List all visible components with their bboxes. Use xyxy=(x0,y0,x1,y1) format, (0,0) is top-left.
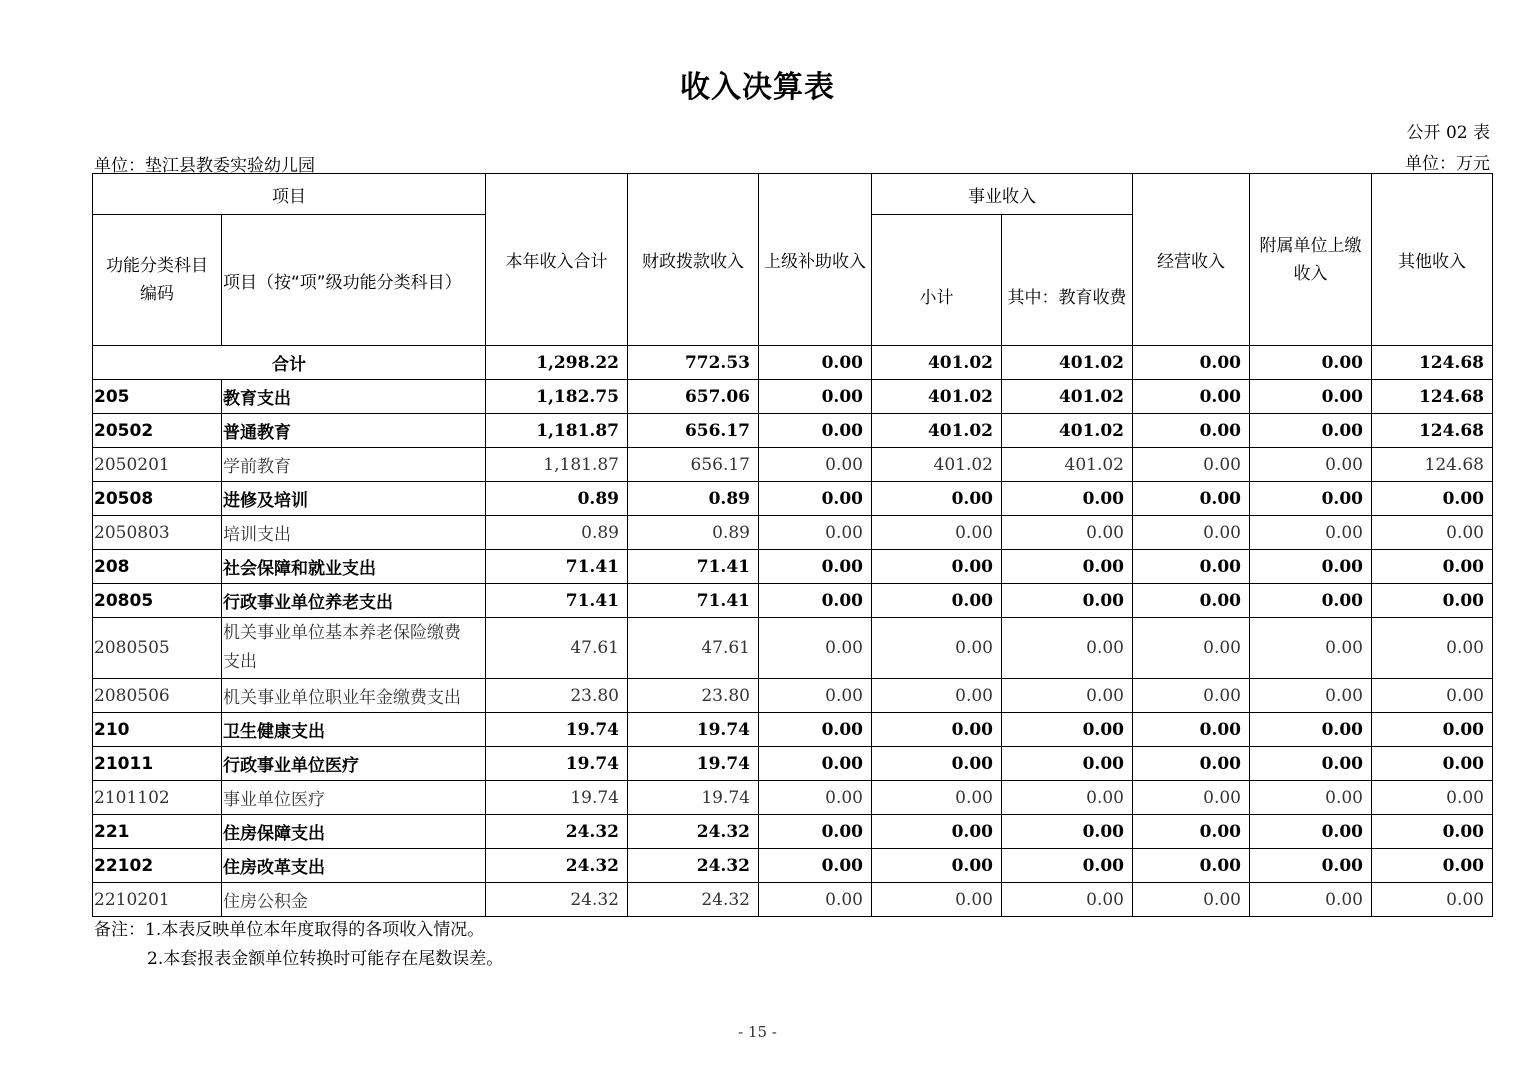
row-value: 0.00 xyxy=(1133,414,1250,448)
row-value: 0.00 xyxy=(872,849,1002,883)
row-name: 进修及培训 xyxy=(222,482,486,516)
row-code: 2080506 xyxy=(93,679,222,713)
row-value: 0.00 xyxy=(1002,781,1133,815)
row-value: 19.74 xyxy=(486,781,628,815)
row-code: 2050803 xyxy=(93,516,222,550)
row-value: 401.02 xyxy=(1002,414,1133,448)
row-value: 0.00 xyxy=(1372,883,1493,917)
row-value: 0.89 xyxy=(486,516,628,550)
row-value: 401.02 xyxy=(872,380,1002,414)
header-edu-fee: 其中：教育收费 xyxy=(1002,215,1133,346)
row-value: 19.74 xyxy=(628,713,759,747)
row-name: 住房保障支出 xyxy=(222,815,486,849)
row-value: 71.41 xyxy=(486,550,628,584)
row-value: 71.41 xyxy=(628,584,759,618)
row-value: 0.00 xyxy=(1250,516,1372,550)
row-value: 401.02 xyxy=(1002,448,1133,482)
row-name: 行政事业单位养老支出 xyxy=(222,584,486,618)
row-value: 401.02 xyxy=(872,448,1002,482)
row-value: 71.41 xyxy=(486,584,628,618)
total-label: 合计 xyxy=(93,346,486,380)
row-name: 行政事业单位医疗 xyxy=(222,747,486,781)
row-value: 656.17 xyxy=(628,414,759,448)
table-row xyxy=(93,584,1493,618)
row-value: 1,182.75 xyxy=(486,380,628,414)
row-code: 210 xyxy=(93,713,222,747)
row-value: 0.00 xyxy=(759,713,872,747)
row-value: 24.32 xyxy=(628,883,759,917)
table-row xyxy=(93,448,1493,482)
row-value: 0.00 xyxy=(872,713,1002,747)
currency-unit: 单位：万元 xyxy=(1405,154,1490,174)
table-row xyxy=(93,747,1493,781)
row-value: 19.74 xyxy=(628,747,759,781)
row-value: 0.00 xyxy=(1133,883,1250,917)
row-value: 0.00 xyxy=(759,781,872,815)
row-code: 22102 xyxy=(93,849,222,883)
row-code: 20508 xyxy=(93,482,222,516)
row-value: 0.00 xyxy=(1250,815,1372,849)
header-name: 项目（按“项”级功能分类科目） xyxy=(222,215,486,346)
row-value: 0.00 xyxy=(1002,516,1133,550)
row-value: 0.00 xyxy=(1133,550,1250,584)
row-code: 2101102 xyxy=(93,781,222,815)
row-value: 0.00 xyxy=(1372,713,1493,747)
row-value: 24.32 xyxy=(486,849,628,883)
table-row xyxy=(93,781,1493,815)
row-name: 普通教育 xyxy=(222,414,486,448)
row-value: 0.00 xyxy=(1250,482,1372,516)
header-code: 功能分类科目编码 xyxy=(93,215,222,346)
row-value: 124.68 xyxy=(1372,380,1493,414)
total-cell: 1,298.22 xyxy=(486,346,628,380)
row-value: 0.00 xyxy=(872,815,1002,849)
income-table xyxy=(92,173,1493,917)
row-code: 20502 xyxy=(93,414,222,448)
table-row xyxy=(93,380,1493,414)
row-value: 0.00 xyxy=(1002,618,1133,679)
header-total: 本年收入合计 xyxy=(486,174,628,346)
row-value: 24.32 xyxy=(628,815,759,849)
row-value: 0.00 xyxy=(872,618,1002,679)
row-value: 0.89 xyxy=(628,516,759,550)
table-row xyxy=(93,482,1493,516)
row-value: 47.61 xyxy=(628,618,759,679)
row-value: 19.74 xyxy=(486,713,628,747)
row-value: 0.00 xyxy=(1250,448,1372,482)
row-value: 1,181.87 xyxy=(486,448,628,482)
header-other: 其他收入 xyxy=(1372,174,1493,346)
row-value: 0.00 xyxy=(1133,849,1250,883)
note-line-2: 2.本套报表金额单位转换时可能存在尾数误差。 xyxy=(147,949,504,969)
row-value: 0.00 xyxy=(1133,713,1250,747)
header-superior: 上级补助收入 xyxy=(759,174,872,346)
row-code: 205 xyxy=(93,380,222,414)
row-value: 0.00 xyxy=(759,516,872,550)
row-value: 0.00 xyxy=(1002,482,1133,516)
row-code: 20805 xyxy=(93,584,222,618)
row-value: 0.00 xyxy=(1133,781,1250,815)
row-value: 24.32 xyxy=(486,883,628,917)
row-value: 0.00 xyxy=(1372,516,1493,550)
row-value: 0.00 xyxy=(1250,679,1372,713)
page-number: - 15 - xyxy=(738,1023,777,1041)
row-value: 0.00 xyxy=(1250,883,1372,917)
total-cell: 0.00 xyxy=(1133,346,1250,380)
row-value: 0.00 xyxy=(759,448,872,482)
row-value: 124.68 xyxy=(1372,448,1493,482)
row-code: 21011 xyxy=(93,747,222,781)
total-cell: 401.02 xyxy=(1002,346,1133,380)
row-value: 24.32 xyxy=(628,849,759,883)
row-value: 0.00 xyxy=(1372,550,1493,584)
row-value: 0.00 xyxy=(1250,550,1372,584)
row-value: 0.00 xyxy=(759,679,872,713)
row-value: 0.00 xyxy=(872,550,1002,584)
row-value: 0.00 xyxy=(872,516,1002,550)
header-project: 项目 xyxy=(93,174,486,215)
table-row xyxy=(93,618,1493,679)
row-value: 401.02 xyxy=(1002,380,1133,414)
row-value: 401.02 xyxy=(872,414,1002,448)
table-row xyxy=(93,414,1493,448)
header-subtotal: 小计 xyxy=(872,215,1002,346)
table-row xyxy=(93,550,1493,584)
row-value: 0.00 xyxy=(872,781,1002,815)
row-value: 0.00 xyxy=(1372,482,1493,516)
row-value: 0.00 xyxy=(1002,584,1133,618)
row-value: 0.00 xyxy=(759,747,872,781)
form-number: 公开 02 表 xyxy=(1406,123,1490,143)
row-value: 0.00 xyxy=(759,482,872,516)
row-value: 124.68 xyxy=(1372,414,1493,448)
row-value: 0.00 xyxy=(1372,747,1493,781)
row-name: 机关事业单位基本养老保险缴费支出 xyxy=(222,618,486,679)
table-row xyxy=(93,516,1493,550)
total-cell: 0.00 xyxy=(759,346,872,380)
row-value: 0.00 xyxy=(1250,713,1372,747)
table-row xyxy=(93,849,1493,883)
header-affiliated: 附属单位上缴收入 xyxy=(1250,174,1372,346)
row-code: 2080505 xyxy=(93,618,222,679)
row-value: 0.00 xyxy=(1002,883,1133,917)
row-value: 1,181.87 xyxy=(486,414,628,448)
row-value: 0.00 xyxy=(1002,815,1133,849)
row-value: 0.00 xyxy=(1372,679,1493,713)
row-name: 社会保障和就业支出 xyxy=(222,550,486,584)
row-value: 19.74 xyxy=(628,781,759,815)
total-cell: 772.53 xyxy=(628,346,759,380)
row-value: 0.00 xyxy=(1372,584,1493,618)
row-name: 学前教育 xyxy=(222,448,486,482)
row-value: 0.00 xyxy=(1002,679,1133,713)
row-value: 0.00 xyxy=(872,747,1002,781)
row-code: 2210201 xyxy=(93,883,222,917)
row-value: 0.00 xyxy=(872,679,1002,713)
row-value: 0.00 xyxy=(1133,380,1250,414)
row-value: 0.00 xyxy=(1250,414,1372,448)
table-row xyxy=(93,815,1493,849)
row-value: 0.00 xyxy=(1250,849,1372,883)
row-value: 0.00 xyxy=(759,618,872,679)
row-value: 71.41 xyxy=(628,550,759,584)
row-value: 0.00 xyxy=(1002,713,1133,747)
row-value: 656.17 xyxy=(628,448,759,482)
row-name: 卫生健康支出 xyxy=(222,713,486,747)
row-code: 208 xyxy=(93,550,222,584)
row-name: 机关事业单位职业年金缴费支出 xyxy=(222,679,486,713)
row-value: 0.00 xyxy=(1133,448,1250,482)
page-title: 收入决算表 xyxy=(680,70,835,105)
row-value: 0.00 xyxy=(759,550,872,584)
table-row xyxy=(93,713,1493,747)
row-value: 24.32 xyxy=(486,815,628,849)
reporting-unit: 单位：垫江县教委实验幼儿园 xyxy=(94,156,315,176)
row-value: 47.61 xyxy=(486,618,628,679)
row-value: 0.00 xyxy=(1250,618,1372,679)
header-fiscal: 财政拨款收入 xyxy=(628,174,759,346)
row-value: 0.00 xyxy=(1133,747,1250,781)
row-value: 0.00 xyxy=(759,815,872,849)
row-value: 23.80 xyxy=(486,679,628,713)
table-row xyxy=(93,883,1493,917)
row-value: 0.00 xyxy=(1372,781,1493,815)
row-code: 2050201 xyxy=(93,448,222,482)
row-value: 0.00 xyxy=(1002,849,1133,883)
row-value: 0.00 xyxy=(872,584,1002,618)
header-operating: 经营收入 xyxy=(1133,174,1250,346)
row-value: 0.00 xyxy=(1133,618,1250,679)
row-value: 0.00 xyxy=(1133,815,1250,849)
row-value: 0.00 xyxy=(1372,618,1493,679)
row-value: 0.00 xyxy=(759,849,872,883)
row-value: 0.00 xyxy=(759,414,872,448)
row-value: 0.00 xyxy=(1002,550,1133,584)
total-cell: 124.68 xyxy=(1372,346,1493,380)
row-name: 教育支出 xyxy=(222,380,486,414)
row-value: 657.06 xyxy=(628,380,759,414)
row-value: 0.00 xyxy=(1002,747,1133,781)
row-value: 19.74 xyxy=(486,747,628,781)
row-value: 0.00 xyxy=(759,584,872,618)
row-code: 221 xyxy=(93,815,222,849)
row-value: 0.00 xyxy=(872,482,1002,516)
row-value: 23.80 xyxy=(628,679,759,713)
row-value: 0.89 xyxy=(628,482,759,516)
row-value: 0.00 xyxy=(872,883,1002,917)
header-business-group: 事业收入 xyxy=(872,174,1133,215)
row-value: 0.00 xyxy=(1133,679,1250,713)
row-value: 0.00 xyxy=(759,883,872,917)
row-value: 0.00 xyxy=(1133,584,1250,618)
total-cell: 0.00 xyxy=(1250,346,1372,380)
row-value: 0.00 xyxy=(759,380,872,414)
row-value: 0.00 xyxy=(1250,584,1372,618)
row-value: 0.00 xyxy=(1133,482,1250,516)
row-name: 培训支出 xyxy=(222,516,486,550)
table-row xyxy=(93,679,1493,713)
total-cell: 401.02 xyxy=(872,346,1002,380)
row-value: 0.00 xyxy=(1133,516,1250,550)
row-value: 0.00 xyxy=(1372,815,1493,849)
row-value: 0.89 xyxy=(486,482,628,516)
row-value: 0.00 xyxy=(1372,849,1493,883)
row-value: 0.00 xyxy=(1250,747,1372,781)
row-value: 0.00 xyxy=(1250,781,1372,815)
note-line-1: 备注：1.本表反映单位本年度取得的各项收入情况。 xyxy=(94,920,485,940)
row-name: 住房公积金 xyxy=(222,883,486,917)
row-name: 住房改革支出 xyxy=(222,849,486,883)
total-row xyxy=(93,346,1493,380)
row-value: 0.00 xyxy=(1250,380,1372,414)
row-name: 事业单位医疗 xyxy=(222,781,486,815)
